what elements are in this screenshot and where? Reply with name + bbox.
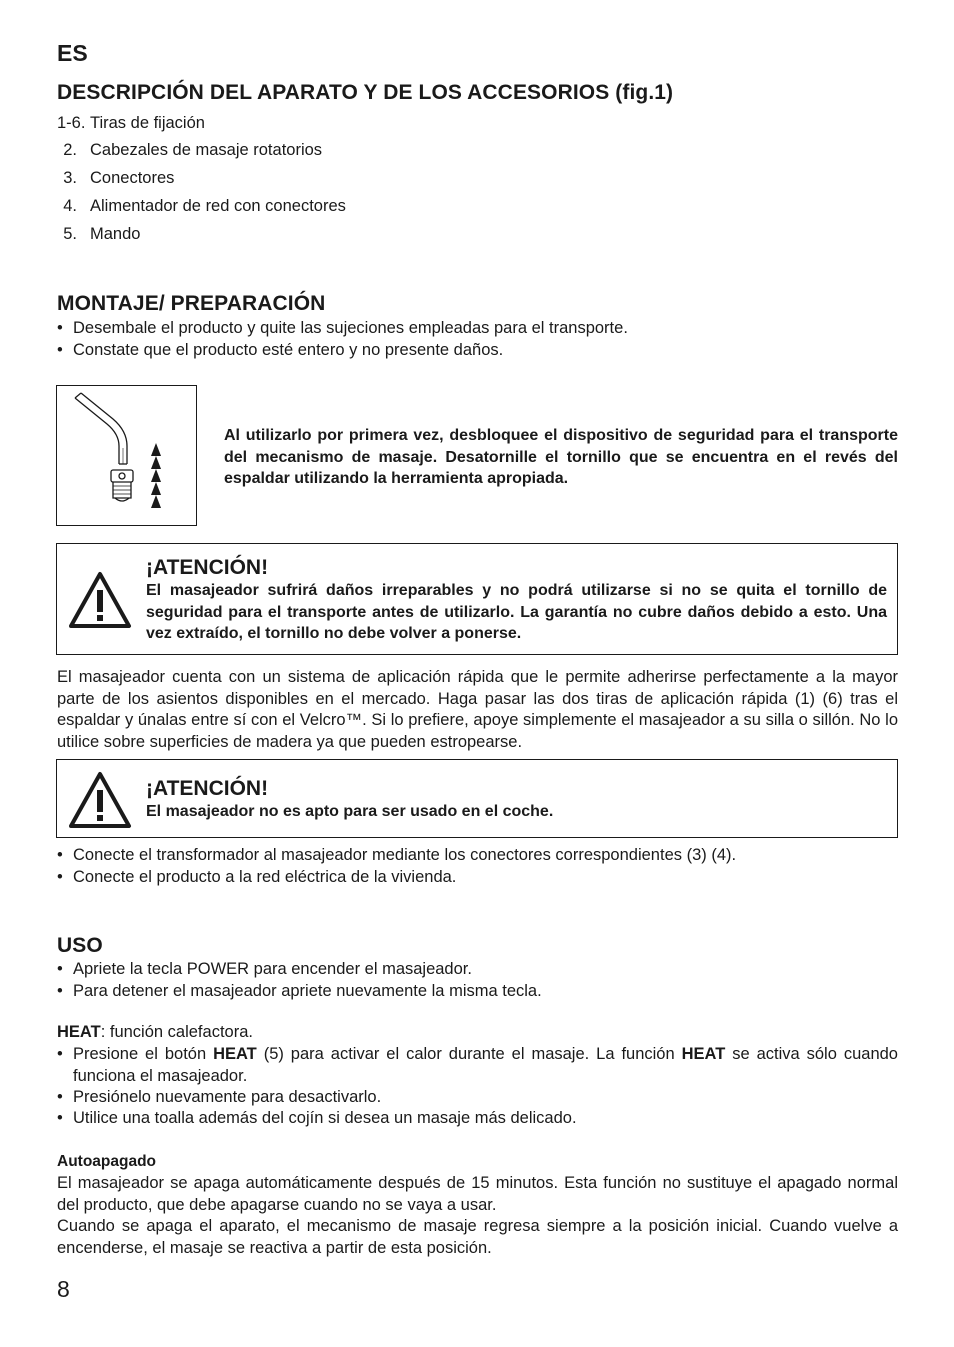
heat-description: : función calefactora. xyxy=(100,1023,253,1041)
warning-triangle-icon xyxy=(67,570,133,630)
bullet-item: • Presiónelo nuevamente para desactivarlo. xyxy=(57,1088,382,1106)
paragraph-quick-attach: El masajeador cuenta con un sistema de aplicación rápida que le permite adherirse perfectamente a la mayor parte de los asientos disponibles en el mercado. Haga pasar las dos tiras de aplicación rápida (1) (6) tras el espaldar y únalas entre sí con el Velcro™. Si lo prefiere, apoye simplemente el masajeador a su silla o sillón. No lo utilice sobre superficies de madera ya que pueden estropearse. xyxy=(57,668,898,751)
bullet-item: • Desembale el producto y quite las sujeciones empleadas para el transporte. xyxy=(57,319,628,337)
item-number: 5. xyxy=(63,225,77,243)
warning-text: El masajeador sufrirá daños irreparables y no podrá utilizarse si no se quita el tornillo de seguridad para el transporte antes de utilizarlo. La garantía no cubre daños debido a esto. Una vez extraído, el tornillo no debe volver a ponerse. xyxy=(146,582,887,642)
bullet-item: • Apriete la tecla POWER para encender el masajeador. xyxy=(57,960,472,978)
section-title-montaje: MONTAJE/ PREPARACIÓN xyxy=(57,292,326,315)
warning-box xyxy=(56,543,898,655)
item-text: Mando xyxy=(90,225,141,243)
warning-triangle-icon xyxy=(67,770,133,830)
bullet-item: • Utilice una toalla además del cojín si desea un masaje más delicado. xyxy=(57,1109,577,1127)
heat-heading xyxy=(57,1022,253,1043)
warning-title: ¡ATENCIÓN! xyxy=(146,556,269,579)
allen-key-screw-icon xyxy=(57,386,195,524)
item-text: Alimentador de red con conectores xyxy=(90,197,346,215)
item-number: 1-6. xyxy=(57,114,86,132)
warning-box xyxy=(56,759,898,838)
tool-illustration xyxy=(56,385,197,526)
page-number: 8 xyxy=(57,1276,70,1302)
safety-note: Al utilizarlo por primera vez, desbloquee el dispositivo de seguridad para el transporte del mecanismo de masaje. Desatornille el tornillo que se encuentra en el revés del espaldar utilizando la herramienta apropiada. xyxy=(224,427,898,487)
bullet-item: • Presione el botón HEAT (5) para activar el calor durante el masaje. La función HEAT se activa sólo cuando funciona el masajeador. xyxy=(57,1045,898,1085)
section-title-description: DESCRIPCIÓN DEL APARATO Y DE LOS ACCESORIOS (fig.1) xyxy=(57,81,674,104)
bullet-item: • Para detener el masajeador apriete nuevamente la misma tecla. xyxy=(57,982,542,1000)
item-number: 3. xyxy=(63,169,77,187)
autoapagado-paragraph: Cuando se apaga el aparato, el mecanismo de masaje regresa siempre a la posición inicial. Cuando vuelve a encenderse, el masaje se reactiva a partir de esta posición. xyxy=(57,1217,898,1257)
item-text: Tiras de fijación xyxy=(90,114,205,132)
bullet-item: • Conecte el producto a la red eléctrica de la vivienda. xyxy=(57,868,457,886)
warning-title: ¡ATENCIÓN! xyxy=(146,777,269,800)
autoapagado-paragraph: El masajeador se apaga automáticamente después de 15 minutos. Esta función no sustituye el apagado normal del producto, que debe apagarse cuando no se vaya a usar. xyxy=(57,1174,898,1214)
item-text: Conectores xyxy=(90,169,175,187)
warning-text: El masajeador no es apto para ser usado en el coche. xyxy=(146,803,554,820)
parts-list xyxy=(57,113,457,253)
item-number: 4. xyxy=(63,197,77,215)
section-title-uso: USO xyxy=(57,934,103,957)
item-number: 2. xyxy=(63,141,77,159)
item-text: Cabezales de masaje rotatorios xyxy=(90,141,323,159)
autoapagado-title: Autoapagado xyxy=(57,1153,157,1170)
bullet-item: • Constate que el producto esté entero y no presente daños. xyxy=(57,341,504,359)
bullet-item: • Conecte el transformador al masajeador mediante los conectores correspondientes (3) (4). xyxy=(57,846,737,864)
language-code: ES xyxy=(57,40,88,66)
heat-label: HEAT xyxy=(57,1023,101,1041)
